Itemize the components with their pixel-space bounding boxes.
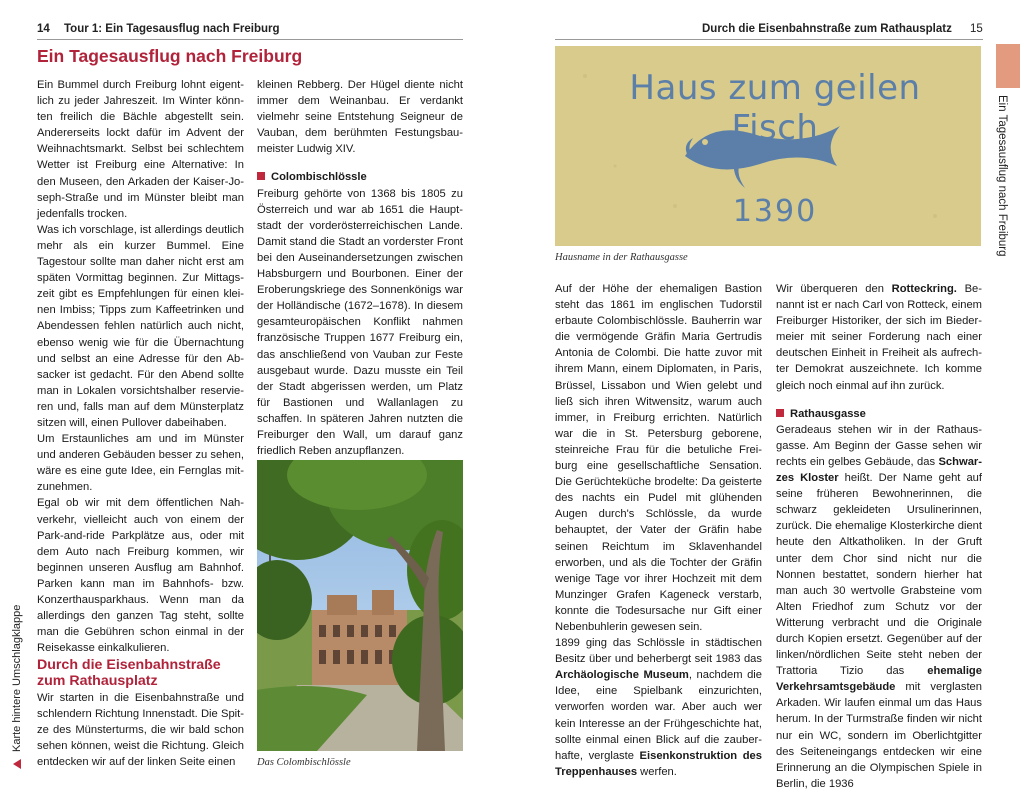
text-run: Wir überqueren den [776, 283, 892, 295]
square-bullet-icon [776, 409, 784, 417]
paragraph: kleinen Rebberg. Der Hügel diente nicht immer dem Weinanbau. Er verdankt vielmehr seine Entstehung Seigneur de Vauban, dem berühmten Festungsbaumeister Ludwig XIV. [257, 79, 463, 156]
text-run: heißt. Der Name geht auf seine früheren Bewohnerinnen, die schwarz gekleideten Ursulinerinnen, zurück. Die ehemalige Klosterkirche dient heute den Altkatholiken. In der Gruft unter dem Chor sind nicht nur die Nonnen bestattet, sondern hierher hat man auch 30 wertvolle Grabsteine vom Alten Friedhof zum Schutz vor der Witterung verbracht und die Originale durch Kopien ersetzt. Gegenüber auf der linken/nördlichen Seite steht neben der Trattoria Tizio das [776, 472, 982, 678]
section-heading-line1: Durch die Eisenbahnstraße [37, 657, 221, 673]
emphasis: Schwarzes Kloster [776, 455, 982, 485]
paragraph: Auf der Höhe der ehemaligen Bastion steht das 1861 im englischen Tudorstil erbaute Colombischlössle. Bauherrin war die vermögende Gräfin Maria Gertrudis Antonia de Colombi. Die hatte zuvor mit ihrem Mann, einem Diplomaten, in Paris, Brüssel, Lissabon und Wien gelebt und ließ sich ihren Witwensitz, warum auch immer, in Freiburg errichten. Natürlich war die in St. Petersburg geborene, steinreiche Frau für die betuliche Freiburg eine gesellschaftliche Sensation. Die Gerüchteküche brodelte: Da geisterte des nachts ein Pudel mit glühenden Augen durch's Schlössle, da wurde behauptet, der Vater der Gräfin habe seinen Reichtum im Sklavenhandel erworben, und als die Tochter der Gräfin wenige Tage vor ihrer Hochzeit mit dem Munzinger Grafen Kageneck verstarb, konnte die Todesursache nur Gift einer Nebenbuhlerin gewesen sein. [555, 283, 762, 633]
side-tab-left: Karte hintere Umschlagklappe [11, 604, 23, 752]
left-column-1 [37, 77, 244, 656]
sign-text: Haus zum geilen Fisch [629, 68, 921, 148]
right-column-2 [776, 281, 982, 792]
emphasis: Archäologische Museum [555, 669, 689, 682]
text-run: mit verglasten Arkaden. Wir laufen einmal um das Haus herum. In der Turmstraße finden wir nicht nur ein WC, sondern im Oberlichtgitter des Seiteneingangs entdecken wir eine Erinnerung an die Olympischen Spiele in Berlin, die 1936 [776, 681, 982, 790]
chapter-tab-marker [996, 44, 1020, 88]
paragraph [776, 422, 982, 792]
side-tab-right: Ein Tagesausflug nach Freiburg [996, 95, 1008, 257]
sign-year: 1390 [732, 194, 818, 229]
tab-arrow-icon [13, 759, 21, 769]
paragraph: Ein Bummel durch Freiburg lohnt eigentlich zu jeder Jahreszeit. Im Winter könnten freilich die Bächle abgestellt sein. Andererseits lockt dafür im Advent der Weihnachtsmarkt. Selbst bei schlechtem Wetter ist Freiburg eine Alternative: In den Museen, den Arkaden der Kaiser-Joseph-Straße und im Münster bleibt man jedenfalls trocken. [37, 79, 244, 220]
paragraph: Egal ob wir mit dem öffentlichen Nahverkehr, vielleicht auch von einem der Park-and-ride Parkplätze aus, oder mit dem Auto nach Freiburg kommen, wir beginnen unseren Ausflug am Bahnhof. Parken kann man im Bahnhofs- bzw. Konzerthausparkhaus. Wenn man da allerdings den ganzen Tag steht, sollte man die Gebühren schon einmal in der Reisekasse einkalkulieren. [37, 497, 244, 655]
photo-caption: Hausname in der Rathausgasse [555, 252, 688, 263]
right-running-head: Durch die Eisenbahnstraße zum Rathausplatz [702, 23, 952, 35]
right-page-number: 15 [970, 23, 983, 35]
text-run: werfen. [637, 765, 677, 778]
right-header-rule [555, 39, 983, 40]
colombischloessle-photo [257, 460, 463, 751]
paragraph [776, 281, 982, 394]
page-title: Ein Tagesausflug nach Freiburg [37, 46, 303, 66]
left-column-2 [257, 77, 463, 459]
house-sign-photo [555, 46, 981, 246]
text-run: , nachdem die Idee, eine Spielbank einzurichten, verworfen worden war. Aber auch wer kein Interesse an der Frühgeschichte hat, sollte einmal einen Blick auf die zauberhafte, verglaste [555, 669, 763, 762]
left-running-head: Tour 1: Ein Tagesausflug nach Freiburg [64, 23, 280, 35]
paragraph [555, 635, 762, 780]
square-bullet-icon [257, 172, 265, 180]
emphasis: Rotteckring. [891, 283, 957, 295]
section-heading-line2: zum Rathausplatz [37, 673, 158, 689]
photo-caption: Das Colombischlössle [257, 757, 351, 768]
left-header-rule [37, 39, 463, 40]
subsection-heading [257, 169, 463, 185]
text-run: 1899 ging das Schlössle in städtischen Besitz über und beherbergt seit 1983 das [555, 637, 762, 666]
left-page-number: 14 [37, 23, 50, 35]
emphasis: Eisenkonstruktion des Treppenhauses [555, 749, 762, 778]
subsection-heading [776, 406, 982, 422]
paragraph: Wir starten in die Eisenbahnstraße und schlendern Richtung Innenstadt. Die Spitze des Münsterturms, die wir bald schon sehen können, weist die Richtung. Gleich entdecken wir auf der linken Seite einen [37, 692, 244, 769]
emphasis: ehemalige Verkehrsamtsgebäude [776, 665, 982, 694]
text-run: Benannt ist er nach Carl von Rotteck, einem Freiburger Historiker, der sich im Biedermeier mit seiner Forderung nach einer deutschen Einheit in Freiheit als aufrechter Demokrat auszeichnete. Ich komme gleich noch einmal auf ihn zurück. [776, 283, 982, 392]
section-heading [37, 657, 252, 689]
subsection-heading-text: Rathausgasse [790, 407, 866, 420]
left-column-1-tail [37, 690, 244, 770]
paragraph: Um Erstaunliches am und im Münster und anderen Gebäuden besser zu sehen, wäre es eine gute Idee, ein Fernglas mitzunehmen. [37, 433, 244, 494]
text-run: Geradeaus stehen wir in der Rathausgasse. Am Beginn der Gasse sehen wir rechts ein gelbes Gebäude, das [776, 423, 982, 468]
right-column-1 [555, 281, 762, 780]
paragraph: Freiburg gehörte von 1368 bis 1805 zu Österreich und war ab 1651 die Hauptstadt der vorderösterreichischen Lande. Damit stand die Stadt an vorderster Front bei den Auseinandersetzungen zwischen Habsburgern und Bourbonen. Einer der Eroberungskriege des Sonnenkönigs war der Holländische (1672–1678). In diesem gesamteuropäischen Konflikt nahmen französische Truppen 1677 Freiburg ein, das anschließend von Vauban zur Feste ausgebaut wurde. Dazu musste ein Teil der Stadt abgerissen werden, um Platz für Bastionen und Wallanlagen zu schaffen. In späteren Jahren nutzten die Freiburger den Wall, um darauf ganz friedlich Reben anzupflanzen. [257, 187, 463, 458]
paragraph: Was ich vorschlage, ist allerdings deutlich mehr als ein kurzer Bummel. Eine Tagestour sollte man daher nicht erst am späten Vormittag beginnen. Zur Mittagszeit gibt es Empfehlungen für einen kleinen Imbiss; Tipps zum Kaffeetrinken und Abendessen fehlen natürlich auch nicht, ebenso wenig wie für die Übernachtung und selbst an eine Adresse für den Absacker ist gedacht. Für den Abend sollte man in Lokalen vorsichtshalber reservieren und, falls man auf dem Münsterplatz sitzen will, einen Pullover dabeihaben. [37, 223, 244, 429]
subsection-heading-text: Colombischlössle [271, 171, 367, 184]
